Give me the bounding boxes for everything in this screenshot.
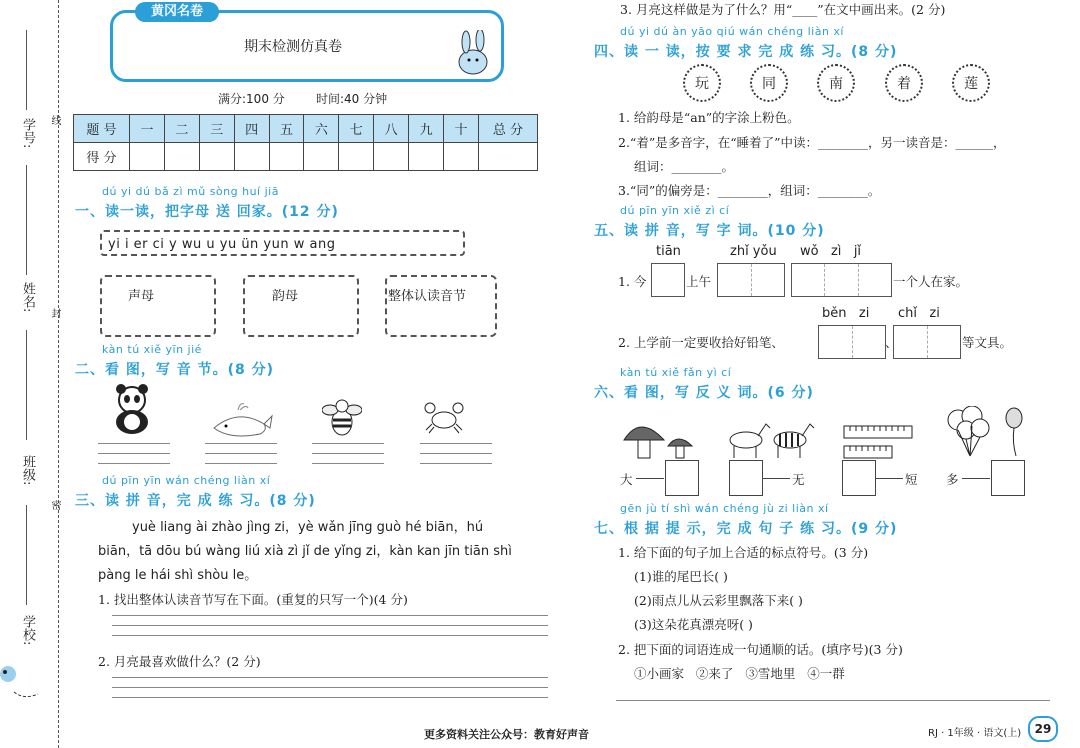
- char-grid[interactable]: [893, 325, 961, 359]
- answer-line[interactable]: [205, 453, 277, 454]
- full-score: 满分:100 分: [218, 92, 285, 106]
- answer-line[interactable]: [420, 453, 492, 454]
- py-benzi: běn zi: [822, 306, 870, 321]
- char-flower[interactable]: 南: [817, 64, 855, 102]
- s7-item1: (1)谁的尾巴长( ): [634, 569, 728, 584]
- char-grid[interactable]: [651, 263, 685, 297]
- score-head: 三: [199, 115, 234, 143]
- crab-icon: [424, 402, 464, 438]
- connector: [762, 478, 790, 479]
- antonym-duo: 多: [946, 472, 959, 487]
- s2-title: 二、看 图，写 音 节。(8 分): [75, 362, 275, 378]
- antonym-wu: 无: [792, 472, 805, 487]
- whale-icon: [208, 400, 274, 444]
- answer-box[interactable]: [842, 460, 876, 496]
- score-head: 一: [130, 115, 165, 143]
- panda-icon: [108, 384, 158, 440]
- answer-line[interactable]: [112, 635, 548, 636]
- s7-pinyin: gēn jù tí shì wán chéng jù zi liàn xí: [620, 502, 829, 515]
- s4-q2b: 组词：________。: [634, 159, 735, 174]
- answer-line[interactable]: [420, 443, 492, 444]
- passage-line-2: biān，tā dōu bú wàng liú xià zì jǐ de yǐng zi，kàn kan jīn tiān shì: [98, 544, 512, 559]
- page-title: 期末检测仿真卷: [244, 39, 342, 55]
- s7-q1: 1. 给下面的句子加上合适的标点符号。(3 分): [618, 545, 869, 560]
- mushroom-icon: [620, 418, 700, 466]
- score-cell[interactable]: [234, 143, 269, 171]
- answer-line[interactable]: [112, 677, 548, 678]
- name-label: 姓名:: [20, 282, 35, 313]
- char-grid[interactable]: [717, 263, 785, 297]
- binding-line: [58, 0, 59, 748]
- score-head: 九: [409, 115, 444, 143]
- score-cell[interactable]: [479, 143, 538, 171]
- antonym-da: 大: [620, 472, 633, 487]
- score-cell[interactable]: [374, 143, 409, 171]
- s7-q2: 2. 把下面的词语连成一句通顺的话。(填序号)(3 分): [618, 642, 903, 657]
- ruler-icon: [842, 424, 914, 464]
- answer-line[interactable]: [205, 443, 277, 444]
- s4-q2: 2.“着”是多音字，在“睡着了”中读：________，另一读音是：______，: [618, 135, 1006, 150]
- answer-box[interactable]: [665, 460, 699, 496]
- s3-q3: 3. 月亮这样做是为了什么？用“____”在文中画出来。(2 分): [620, 2, 946, 17]
- school-label: 学校:: [20, 615, 35, 646]
- s4-title: 四、读 一 读，按 要 求 完 成 练 习。(8 分): [594, 44, 898, 60]
- margin-feng: 封: [49, 308, 60, 318]
- s4-q3: 3.“同”的偏旁是：________，组词：________。: [618, 183, 881, 198]
- s4-pinyin: dú yi dú àn yāo qiú wán chéng liàn xí: [620, 25, 844, 38]
- answer-line[interactable]: [616, 700, 1050, 701]
- answer-line[interactable]: [205, 463, 277, 464]
- connector: [636, 478, 664, 479]
- class-label: 班级:: [20, 455, 35, 486]
- s3-q2: 2. 月亮最喜欢做什么？(2 分): [98, 654, 261, 669]
- exam-time: 时间:40 分钟: [316, 92, 388, 106]
- l1-suffix: 一个人在家。: [893, 274, 969, 289]
- connector: [962, 478, 990, 479]
- passage-line-3: pàng le hái shì shòu le。: [98, 568, 258, 583]
- score-head: 六: [304, 115, 339, 143]
- s3-q1: 1. 找出整体认读音节写在下面。(重复的只写一个)(4 分): [98, 592, 408, 607]
- box-shengmu[interactable]: [100, 275, 216, 337]
- s4-q1: 1. 给韵母是“an”的字涂上粉色。: [618, 110, 800, 125]
- box-zhengti-label: 整体认读音节: [388, 289, 467, 304]
- answer-box[interactable]: [729, 460, 763, 496]
- char-flower[interactable]: 同: [750, 64, 788, 102]
- score-cell[interactable]: [269, 143, 304, 171]
- s7-opts: ①小画家 ②来了 ③雪地里 ④一群: [634, 666, 845, 681]
- footer-note: 更多资料关注公众号：教育好声音: [424, 728, 589, 741]
- answer-line[interactable]: [420, 463, 492, 464]
- s7-title: 七、根 据 提 示，完 成 句 子 练 习。(9 分): [594, 521, 898, 537]
- score-cell[interactable]: [409, 143, 444, 171]
- py-chizi: chǐ zi: [898, 306, 940, 321]
- score-table: [73, 114, 538, 171]
- class-line: [26, 505, 27, 605]
- answer-line[interactable]: [98, 463, 170, 464]
- margin-xian: 线: [49, 115, 60, 125]
- answer-line[interactable]: [112, 697, 548, 698]
- s5-title: 五、读 拼 音，写 字 词。(10 分): [594, 223, 825, 239]
- score-row-label: 得 分: [74, 143, 130, 171]
- margin-mi: 密: [49, 500, 60, 510]
- connector: [875, 478, 903, 479]
- answer-line[interactable]: [312, 463, 384, 464]
- s6-pinyin: kàn tú xiě fǎn yì cí: [620, 366, 732, 379]
- score-cell[interactable]: [164, 143, 199, 171]
- s1-pinyin: dú yi dú bǎ zì mǔ sòng huí jiā: [102, 185, 279, 198]
- rabbit-icon: [448, 30, 498, 78]
- letters-strip: yi i er ci y wu u yu ün yun w ang: [100, 230, 465, 256]
- box-shengmu-label: 声母: [128, 289, 155, 304]
- box-yunmu-label: 韵母: [272, 289, 299, 304]
- answer-line[interactable]: [112, 687, 548, 688]
- brand-logo: 黄冈名卷: [135, 2, 219, 22]
- py-tian: tiān: [656, 244, 681, 259]
- horse-icon: [722, 418, 816, 466]
- s3-title: 三、读 拼 音，完 成 练 习。(8 分): [75, 493, 316, 509]
- name-line: [26, 330, 27, 440]
- score-cell[interactable]: [130, 143, 165, 171]
- student-id-line-lower: [26, 165, 27, 275]
- bee-icon: [322, 396, 362, 444]
- footer-grade: RJ · 1年级 · 语文(上): [928, 728, 1022, 739]
- student-id-label: 学号:: [20, 118, 35, 149]
- passage-line-1: yuè liang ài zhào jìng zi，yè wǎn jīng guò hé biān，hú: [132, 520, 484, 535]
- l2-suffix: 等文具。: [962, 335, 1013, 350]
- char-grid[interactable]: [818, 325, 886, 359]
- score-head: 二: [164, 115, 199, 143]
- answer-line[interactable]: [98, 443, 170, 444]
- s6-title: 六、看 图，写 反 义 词。(6 分): [594, 385, 814, 401]
- score-head: 八: [374, 115, 409, 143]
- student-id-line: [26, 30, 27, 110]
- py-woziji: wǒ zì jǐ: [800, 244, 862, 259]
- score-cell[interactable]: [339, 143, 374, 171]
- box-yunmu[interactable]: [243, 275, 359, 337]
- score-head: 四: [234, 115, 269, 143]
- answer-line[interactable]: [312, 443, 384, 444]
- s2-pinyin: kàn tú xiě yīn jié: [102, 343, 202, 356]
- answer-line[interactable]: [312, 453, 384, 454]
- score-cell[interactable]: [304, 143, 339, 171]
- s1-title: 一、读一读，把字母 送 回家。(12 分): [75, 204, 339, 220]
- l1-mid: 上午: [686, 274, 712, 289]
- l1-prefix: 1. 今: [618, 274, 647, 289]
- score-cell[interactable]: [199, 143, 234, 171]
- score-head-label: 题 号: [74, 115, 130, 143]
- s3-pinyin: dú pīn yīn wán chéng liàn xí: [102, 474, 271, 487]
- char-flower[interactable]: 着: [885, 64, 923, 102]
- answer-line[interactable]: [112, 615, 548, 616]
- answer-line[interactable]: [98, 453, 170, 454]
- balloon-icon: [944, 406, 1028, 464]
- score-head: 十: [444, 115, 479, 143]
- l2-prefix: 2. 上学前一定要收拾好铅笔、: [618, 335, 784, 350]
- py-zhiyou: zhǐ yǒu: [730, 244, 777, 259]
- page-number: 29: [1028, 716, 1058, 742]
- char-flower[interactable]: 莲: [952, 64, 990, 102]
- s7-item2: (2)雨点儿从云彩里飘落下来( ): [634, 593, 803, 608]
- mascot-icon: [0, 652, 40, 702]
- s5-pinyin: dú pīn yīn xiě zì cí: [620, 204, 730, 217]
- char-flower[interactable]: 玩: [683, 64, 721, 102]
- answer-box[interactable]: [991, 460, 1025, 496]
- score-head: 五: [269, 115, 304, 143]
- score-head: 七: [339, 115, 374, 143]
- s7-item3: (3)这朵花真漂亮呀( ): [634, 617, 753, 632]
- antonym-duan: 短: [905, 472, 918, 487]
- score-cell[interactable]: [444, 143, 479, 171]
- score-head-total: 总 分: [479, 115, 538, 143]
- answer-line[interactable]: [112, 625, 548, 626]
- char-grid[interactable]: [791, 263, 892, 297]
- l2-sep: 、: [885, 335, 898, 350]
